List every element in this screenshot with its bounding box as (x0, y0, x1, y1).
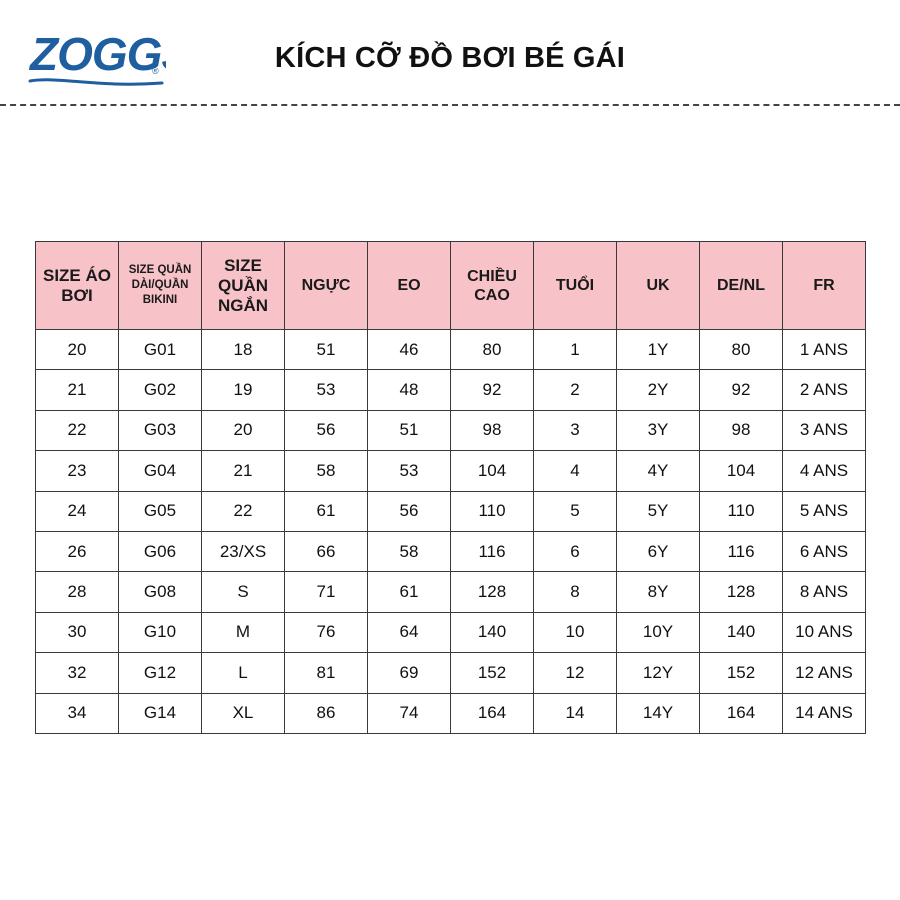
cell-chest: 81 (285, 653, 368, 693)
cell-age: 5 (534, 491, 617, 531)
header-swimsuit-size: SIZE ÁO BƠI (36, 242, 119, 330)
cell-uk: 8Y (617, 572, 700, 612)
cell-age: 14 (534, 693, 617, 733)
cell-height: 152 (451, 653, 534, 693)
cell-long-bikini-size: G08 (119, 572, 202, 612)
cell-age: 8 (534, 572, 617, 612)
table-body (36, 330, 866, 734)
logo-swoosh (30, 80, 162, 84)
size-chart-table (35, 241, 866, 734)
header-row (36, 242, 866, 330)
cell-uk: 2Y (617, 370, 700, 410)
logo-trademark: ® (152, 66, 159, 76)
cell-de-nl: 164 (700, 693, 783, 733)
header-height: CHIỀU CAO (451, 242, 534, 330)
cell-long-bikini-size: G01 (119, 330, 202, 370)
cell-fr: 8 ANS (783, 572, 866, 612)
cell-fr: 14 ANS (783, 693, 866, 733)
cell-chest: 76 (285, 612, 368, 652)
cell-long-bikini-size: G12 (119, 653, 202, 693)
cell-swimsuit-size: 28 (36, 572, 119, 612)
cell-long-bikini-size: G05 (119, 491, 202, 531)
cell-waist: 56 (368, 491, 451, 531)
cell-fr: 6 ANS (783, 531, 866, 571)
cell-height: 164 (451, 693, 534, 733)
header-waist: EO (368, 242, 451, 330)
cell-height: 140 (451, 612, 534, 652)
table-row (36, 370, 866, 410)
header-uk: UK (617, 242, 700, 330)
header-fr: FR (783, 242, 866, 330)
cell-chest: 51 (285, 330, 368, 370)
cell-waist: 46 (368, 330, 451, 370)
cell-waist: 58 (368, 531, 451, 571)
cell-height: 104 (451, 451, 534, 491)
cell-height: 128 (451, 572, 534, 612)
cell-age: 1 (534, 330, 617, 370)
logo-text: ZOGG (30, 28, 162, 80)
cell-uk: 1Y (617, 330, 700, 370)
cell-fr: 10 ANS (783, 612, 866, 652)
cell-swimsuit-size: 21 (36, 370, 119, 410)
cell-shorts-size: M (202, 612, 285, 652)
table-row (36, 451, 866, 491)
page-title: KÍCH CỠ ĐỒ BƠI BÉ GÁI (274, 42, 626, 74)
cell-age: 3 (534, 410, 617, 450)
zoggs-logo (28, 26, 166, 90)
table-row (36, 491, 866, 531)
cell-shorts-size: XL (202, 693, 285, 733)
cell-de-nl: 110 (700, 491, 783, 531)
cell-shorts-size: 22 (202, 491, 285, 531)
cell-shorts-size: 23/XS (202, 531, 285, 571)
cell-fr: 2 ANS (783, 370, 866, 410)
header-chest: NGỰC (285, 242, 368, 330)
cell-de-nl: 80 (700, 330, 783, 370)
cell-uk: 3Y (617, 410, 700, 450)
table-row (36, 653, 866, 693)
cell-shorts-size: 18 (202, 330, 285, 370)
cell-age: 6 (534, 531, 617, 571)
cell-fr: 3 ANS (783, 410, 866, 450)
cell-height: 98 (451, 410, 534, 450)
header-age: TUỔI (534, 242, 617, 330)
cell-swimsuit-size: 24 (36, 491, 119, 531)
cell-fr: 4 ANS (783, 451, 866, 491)
cell-swimsuit-size: 30 (36, 612, 119, 652)
cell-swimsuit-size: 20 (36, 330, 119, 370)
cell-de-nl: 98 (700, 410, 783, 450)
cell-waist: 69 (368, 653, 451, 693)
cell-chest: 58 (285, 451, 368, 491)
cell-waist: 74 (368, 693, 451, 733)
cell-fr: 1 ANS (783, 330, 866, 370)
cell-waist: 61 (368, 572, 451, 612)
cell-uk: 12Y (617, 653, 700, 693)
table-row (36, 612, 866, 652)
cell-de-nl: 116 (700, 531, 783, 571)
table-header (36, 242, 866, 330)
cell-swimsuit-size: 23 (36, 451, 119, 491)
table-row (36, 410, 866, 450)
cell-chest: 71 (285, 572, 368, 612)
cell-shorts-size: 20 (202, 410, 285, 450)
zoggs-logo-graphic (28, 26, 166, 90)
cell-uk: 14Y (617, 693, 700, 733)
cell-waist: 64 (368, 612, 451, 652)
cell-long-bikini-size: G10 (119, 612, 202, 652)
cell-swimsuit-size: 26 (36, 531, 119, 571)
cell-height: 80 (451, 330, 534, 370)
cell-waist: 53 (368, 451, 451, 491)
cell-age: 4 (534, 451, 617, 491)
cell-long-bikini-size: G03 (119, 410, 202, 450)
cell-age: 2 (534, 370, 617, 410)
cell-chest: 66 (285, 531, 368, 571)
cell-shorts-size: 19 (202, 370, 285, 410)
cell-waist: 51 (368, 410, 451, 450)
cell-chest: 56 (285, 410, 368, 450)
cell-fr: 5 ANS (783, 491, 866, 531)
dashed-divider (0, 104, 900, 106)
cell-long-bikini-size: G04 (119, 451, 202, 491)
cell-long-bikini-size: G14 (119, 693, 202, 733)
cell-uk: 4Y (617, 451, 700, 491)
header-de-nl: DE/NL (700, 242, 783, 330)
cell-chest: 86 (285, 693, 368, 733)
cell-de-nl: 152 (700, 653, 783, 693)
cell-chest: 61 (285, 491, 368, 531)
cell-long-bikini-size: G06 (119, 531, 202, 571)
table-row (36, 693, 866, 733)
cell-chest: 53 (285, 370, 368, 410)
cell-de-nl: 92 (700, 370, 783, 410)
cell-swimsuit-size: 32 (36, 653, 119, 693)
cell-long-bikini-size: G02 (119, 370, 202, 410)
table-row (36, 572, 866, 612)
cell-shorts-size: 21 (202, 451, 285, 491)
cell-uk: 5Y (617, 491, 700, 531)
cell-swimsuit-size: 22 (36, 410, 119, 450)
cell-de-nl: 104 (700, 451, 783, 491)
cell-height: 110 (451, 491, 534, 531)
cell-uk: 6Y (617, 531, 700, 571)
header-shorts-size: SIZE QUẦN NGẮN (202, 242, 285, 330)
cell-shorts-size: L (202, 653, 285, 693)
cell-de-nl: 140 (700, 612, 783, 652)
cell-age: 12 (534, 653, 617, 693)
table-row (36, 330, 866, 370)
cell-shorts-size: S (202, 572, 285, 612)
cell-uk: 10Y (617, 612, 700, 652)
cell-height: 92 (451, 370, 534, 410)
cell-fr: 12 ANS (783, 653, 866, 693)
cell-age: 10 (534, 612, 617, 652)
cell-swimsuit-size: 34 (36, 693, 119, 733)
cell-waist: 48 (368, 370, 451, 410)
table-row (36, 531, 866, 571)
header-long-bikini-size: SIZE QUẦN DÀI/QUẦN BIKINI (119, 242, 202, 330)
cell-height: 116 (451, 531, 534, 571)
cell-de-nl: 128 (700, 572, 783, 612)
